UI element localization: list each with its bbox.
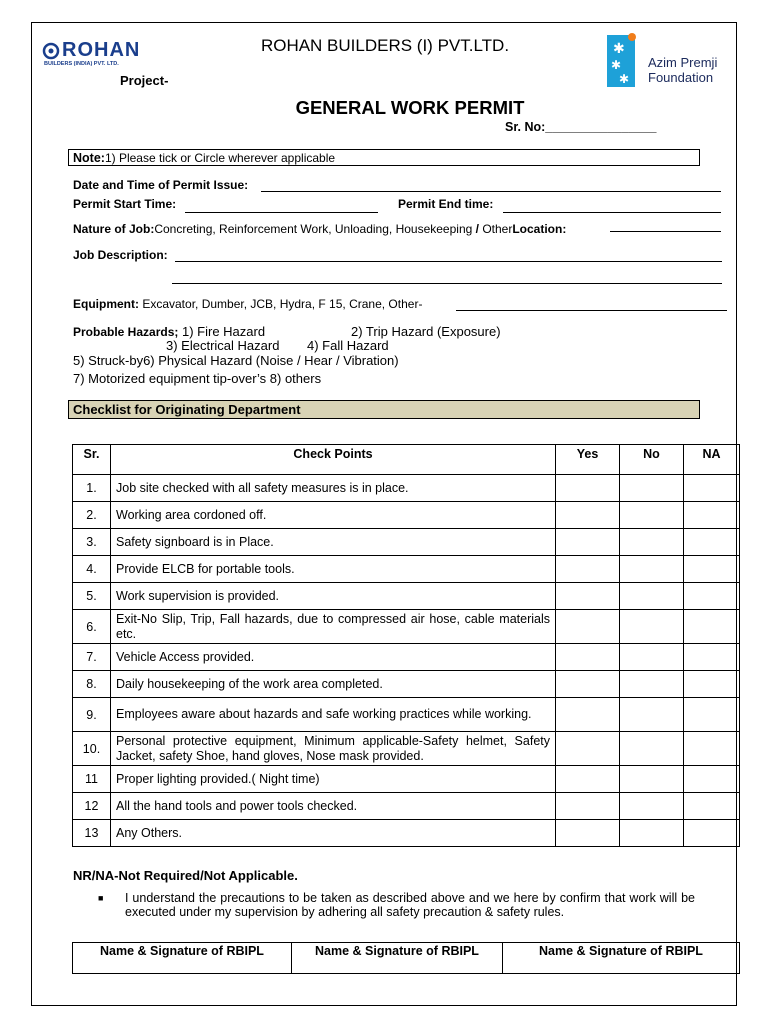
row-yes-cell[interactable]: [556, 583, 620, 610]
bullet-icon: ■: [98, 893, 104, 903]
row-na-cell[interactable]: [684, 644, 740, 671]
row-check-point: Proper lighting provided.( Night time): [111, 766, 556, 793]
hazards-trip: 2) Trip Hazard (Exposure): [351, 324, 501, 339]
row-na-cell[interactable]: [684, 502, 740, 529]
row-na-cell[interactable]: [684, 766, 740, 793]
row-check-point: All the hand tools and power tools checked.: [111, 793, 556, 820]
job-description-line-2: [172, 283, 722, 284]
table-row: [73, 732, 740, 766]
row-no-cell[interactable]: [620, 793, 684, 820]
row-sr: 8.: [73, 671, 111, 698]
permit-issue-line: [261, 191, 721, 192]
row-check-point: Safety signboard is in Place.: [111, 529, 556, 556]
row-no-cell[interactable]: [620, 610, 684, 644]
note-text: 1) Please tick or Circle wherever applicable: [104, 151, 336, 165]
row-sr: 2.: [73, 502, 111, 529]
project-label: Project-: [120, 73, 169, 88]
table-row: [73, 698, 740, 732]
row-na-cell[interactable]: [684, 556, 740, 583]
row-no-cell[interactable]: [620, 556, 684, 583]
partner-logo-icon: [607, 33, 647, 89]
row-yes-cell[interactable]: [556, 475, 620, 502]
row-yes-cell[interactable]: [556, 732, 620, 766]
hazards-line-1: Probable Hazards; 1) Fire Hazard: [73, 324, 266, 339]
col-check-points: Check Points: [111, 445, 556, 475]
row-check-point: Provide ELCB for portable tools.: [111, 556, 556, 583]
row-check-point: Employees aware about hazards and safe working practices while working.: [111, 698, 556, 732]
col-na: NA: [684, 445, 740, 475]
row-no-cell[interactable]: [620, 644, 684, 671]
table-row: [73, 529, 740, 556]
rohan-logo-icon: [42, 42, 60, 60]
partner-logo: [607, 33, 742, 91]
row-yes-cell[interactable]: [556, 556, 620, 583]
note-box: [68, 149, 700, 166]
table-row: [73, 502, 740, 529]
checklist-heading: Checklist for Originating Department: [68, 400, 700, 419]
start-time-label: Permit Start Time:: [73, 197, 177, 211]
table-row: [73, 644, 740, 671]
svg-text:✱: ✱: [613, 41, 625, 57]
row-na-cell[interactable]: [684, 732, 740, 766]
rohan-logo: [42, 40, 156, 72]
row-check-point: Daily housekeeping of the work area completed.: [111, 671, 556, 698]
row-yes-cell[interactable]: [556, 793, 620, 820]
hazards-line-4: 7) Motorized equipment tip-over’s 8) others: [73, 371, 322, 386]
row-sr: 7.: [73, 644, 111, 671]
col-sr: Sr.: [73, 445, 111, 475]
row-yes-cell[interactable]: [556, 820, 620, 847]
row-yes-cell[interactable]: [556, 766, 620, 793]
row-sr: 13: [73, 820, 111, 847]
row-check-point: Working area cordoned off.: [111, 502, 556, 529]
page-title: GENERAL WORK PERMIT: [295, 97, 525, 118]
row-no-cell[interactable]: [620, 529, 684, 556]
row-sr: 11: [73, 766, 111, 793]
row-sr: 12: [73, 793, 111, 820]
end-time-label: Permit End time:: [398, 197, 494, 211]
table-row: [73, 583, 740, 610]
row-sr: 6.: [73, 610, 111, 644]
table-row: [73, 820, 740, 847]
serial-number-field: Sr. No:________________: [505, 120, 657, 134]
row-no-cell[interactable]: [620, 671, 684, 698]
row-sr: 9.: [73, 698, 111, 732]
start-time-line: [185, 212, 378, 213]
row-na-cell[interactable]: [684, 793, 740, 820]
row-no-cell[interactable]: [620, 732, 684, 766]
signature-cell-2[interactable]: Name & Signature of RBIPL: [292, 943, 503, 974]
table-row: [73, 556, 740, 583]
note-label: Note:: [73, 151, 105, 165]
signature-cell-3[interactable]: Name & Signature of RBIPL: [503, 943, 740, 974]
row-sr: 3.: [73, 529, 111, 556]
table-row: [73, 671, 740, 698]
row-na-cell[interactable]: [684, 529, 740, 556]
signature-table: [72, 942, 740, 974]
hazards-line-3: 5) Struck-by6) Physical Hazard (Noise / Hear / Vibration): [73, 353, 399, 368]
row-check-point: Personal protective equipment, Minimum applicable-Safety helmet, Safety Jacket, safety Shoe, hand gloves, Nose mask provided.: [111, 732, 556, 766]
checklist-header-row: [73, 445, 740, 475]
location-line: [610, 231, 721, 232]
svg-text:✱: ✱: [611, 58, 622, 72]
row-yes-cell[interactable]: [556, 671, 620, 698]
table-row: [73, 475, 740, 502]
row-na-cell[interactable]: [684, 820, 740, 847]
permit-issue-label: Date and Time of Permit Issue:: [73, 178, 249, 192]
equipment-line: [456, 310, 727, 311]
row-na-cell[interactable]: [684, 583, 740, 610]
end-time-line: [503, 212, 721, 213]
row-yes-cell[interactable]: [556, 698, 620, 732]
row-yes-cell[interactable]: [556, 502, 620, 529]
partner-name-line2: Foundation: [648, 70, 714, 85]
row-no-cell[interactable]: [620, 475, 684, 502]
checklist-table: [72, 444, 740, 847]
row-check-point: Work supervision is provided.: [111, 583, 556, 610]
row-sr: 1.: [73, 475, 111, 502]
row-sr: 5.: [73, 583, 111, 610]
job-description-line-1: [175, 261, 722, 262]
table-row: [73, 766, 740, 793]
logo-subtitle: BUILDERS (INDIA) PVT. LTD.: [44, 61, 119, 67]
row-yes-cell[interactable]: [556, 610, 620, 644]
row-no-cell[interactable]: [620, 820, 684, 847]
row-yes-cell[interactable]: [556, 529, 620, 556]
signature-row: [73, 943, 740, 974]
nature-of-job: Nature of Job:Concreting, Reinforcement Work, Unloading, Housekeeping / OtherLocation:: [73, 222, 567, 236]
table-row: [73, 610, 740, 644]
job-description-label: Job Description:: [73, 248, 168, 262]
svg-text:✱: ✱: [619, 72, 630, 86]
row-no-cell[interactable]: [620, 698, 684, 732]
col-no: No: [620, 445, 684, 475]
row-yes-cell[interactable]: [556, 644, 620, 671]
row-no-cell[interactable]: [620, 766, 684, 793]
table-row: [73, 793, 740, 820]
equipment-field: Equipment: Excavator, Dumber, JCB, Hydra, F 15, Crane, Other-: [73, 297, 423, 311]
logo-word: ROHAN: [62, 39, 141, 61]
hazards-electrical: 3) Electrical Hazard: [166, 338, 280, 353]
row-sr: 4.: [73, 556, 111, 583]
row-na-cell[interactable]: [684, 671, 740, 698]
row-sr: 10.: [73, 732, 111, 766]
signature-cell-1[interactable]: Name & Signature of RBIPL: [73, 943, 292, 974]
row-check-point: Any Others.: [111, 820, 556, 847]
nr-na-note: NR/NA-Not Required/Not Applicable.: [73, 868, 298, 883]
col-yes: Yes: [556, 445, 620, 475]
row-check-point: Vehicle Access provided.: [111, 644, 556, 671]
row-check-point: Job site checked with all safety measures is in place.: [111, 475, 556, 502]
company-name: ROHAN BUILDERS (I) PVT.LTD.: [260, 36, 510, 55]
declaration-text: I understand the precautions to be taken as described above and we here by confirm that work will be executed under my supervision by adhering all safety precaution & safety rules.: [125, 891, 695, 919]
row-na-cell[interactable]: [684, 475, 740, 502]
hazards-fall: 4) Fall Hazard: [307, 338, 389, 353]
partner-name-line1: Azim Premji: [648, 55, 718, 70]
row-na-cell[interactable]: [684, 698, 740, 732]
row-no-cell[interactable]: [620, 583, 684, 610]
row-na-cell[interactable]: [684, 610, 740, 644]
row-no-cell[interactable]: [620, 502, 684, 529]
row-check-point: Exit-No Slip, Trip, Fall hazards, due to compressed air hose, cable materials etc.: [111, 610, 556, 644]
